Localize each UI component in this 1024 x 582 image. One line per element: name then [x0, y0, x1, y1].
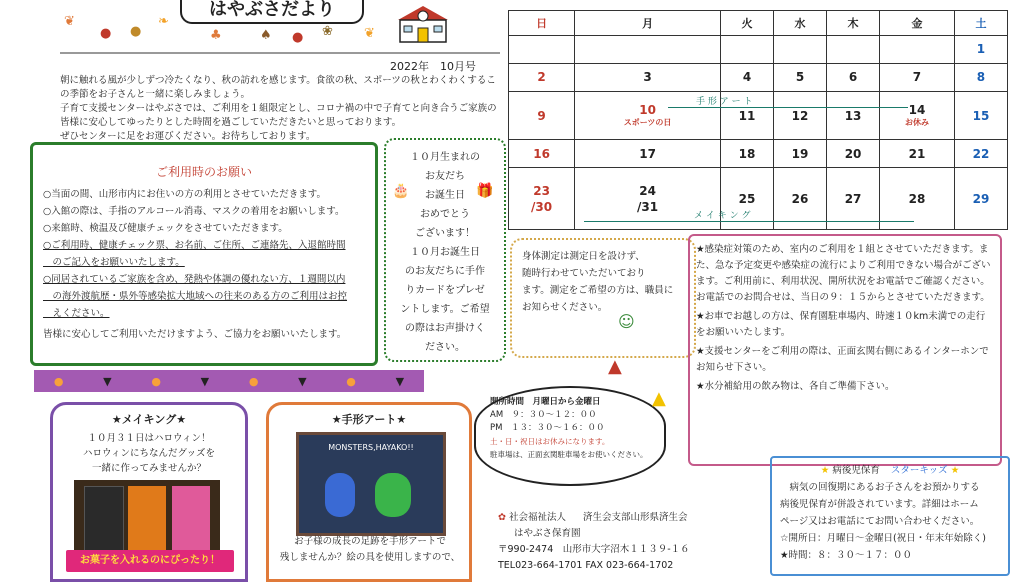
- making-label: メ イ キ ン グ: [694, 211, 751, 221]
- calendar-day: 23 /30: [509, 168, 575, 230]
- birthday-line: １０月お誕生日: [410, 247, 480, 258]
- birthday-line: の際はお声掛けく: [405, 323, 485, 334]
- calendar-day: 12: [774, 91, 827, 140]
- calendar-day: [721, 36, 774, 64]
- org-logo-icon: ✿: [498, 512, 506, 523]
- day-number: 10: [639, 103, 656, 118]
- org-address: 〒990-2474 山形市大字沼木１１３９-１６: [498, 544, 690, 555]
- pumpkin-icon: ●: [346, 374, 356, 388]
- pumpkin-icon: ●: [248, 374, 259, 388]
- calendar-day: 18: [721, 140, 774, 168]
- sick-title-row: [780, 462, 1000, 479]
- calendar-day: 1: [954, 36, 1007, 64]
- calendar-day: 11: [721, 91, 774, 140]
- photo-caption: MONSTERS,HAYAKO!!: [328, 443, 414, 452]
- calendar-week: [509, 63, 1008, 91]
- rules-list: [43, 186, 365, 322]
- calendar-day: 17: [575, 140, 721, 168]
- acorn-icon: ●: [292, 30, 304, 45]
- bag-image: [84, 486, 124, 552]
- rule-item: ○当面の間、山形市内にお住いの方の利用とさせていただきます。: [43, 189, 327, 200]
- issue-date: 2022年 10月号: [390, 60, 476, 73]
- birthday-line: ございます！: [415, 228, 475, 239]
- calendar-day: 21: [880, 140, 955, 168]
- art-line: 残しませんか？絵の具を使用しますので、: [279, 552, 461, 563]
- measurement-box: [510, 238, 696, 358]
- holiday-label: スポーツの日: [623, 118, 672, 128]
- birthday-line: ントします。ご希望: [400, 304, 490, 315]
- sick-line: 病気の回復期にあるお子さんをお預かりする: [780, 482, 980, 493]
- weekday-fri: 金: [880, 11, 955, 36]
- bag-image: [172, 486, 210, 550]
- calendar-day: 22: [954, 140, 1007, 168]
- calendar-day: 19: [774, 140, 827, 168]
- calendar-day: [509, 36, 575, 64]
- birthday-line: りカードをプレゼ: [405, 285, 485, 296]
- making-title: ★メイキング★: [111, 413, 187, 426]
- calendar-day: 27: [827, 168, 880, 230]
- organization-info: [498, 510, 758, 576]
- intro-line: 皆様に安心してゆったりとした時間を過ごしていただきたいと思っております。: [60, 117, 402, 128]
- rule-item: の海外渡航歴・県外等感染拡大地域への往来のある方のご利用はお控: [43, 291, 348, 302]
- sick-label: 病後児保育: [832, 465, 880, 476]
- calendar-day: 3: [575, 63, 721, 91]
- making-ribbon: お菓子を入れるのにぴったり！: [66, 550, 234, 572]
- birthday-box: [384, 138, 506, 362]
- notice-item: ★水分補給用の飲み物は、各自ご準備下さい。: [696, 381, 895, 392]
- measure-line: 身体測定は測定日を設けず、: [522, 251, 645, 262]
- cake-icon: 🎂: [392, 183, 410, 199]
- leaf-icon: ❦: [364, 26, 375, 41]
- hours-pm: PM １３：３０～１６：００: [490, 423, 605, 433]
- art-title: ★手形アート★: [331, 413, 407, 426]
- measure-line: 随時行わせていただいており: [522, 268, 646, 279]
- calendar-day: 28: [880, 168, 955, 230]
- notice-item: ★感染症対策のため、室内のご利用を１組とさせていただきます。また、急な予定変更や感染症の流行によりご利用できない場合がございます。ご利用前に、利用状況、開所状況をお電話でご確認ください。お電話でのお問合せは、当日の９：１５からとさせていただきます。: [696, 244, 991, 303]
- weekday-wed: 水: [774, 11, 827, 36]
- making-line: １０月３１日はハロウィン！: [87, 433, 211, 444]
- opening-hours-cloud: [474, 386, 666, 486]
- calendar-day: 13: [827, 91, 880, 140]
- birthday-line: ださい。: [425, 342, 465, 353]
- hours-title: 開所時間 月曜日から金曜日: [490, 397, 601, 407]
- usage-rules-box: [30, 142, 378, 366]
- notice-item: ★支援センターをご利用の際は、正面玄関右側にあるインターホンでお知らせ下さい。: [696, 346, 989, 373]
- intro-text: [60, 74, 510, 144]
- hours-note: 土・日・祝日はお休みになります。: [490, 437, 610, 446]
- handprint-image: [375, 473, 411, 517]
- calendar: [508, 10, 1008, 230]
- calendar-day: 15: [954, 91, 1007, 140]
- bat-icon: ▼: [298, 374, 307, 388]
- sick-line: ☆開所日：月曜日～金曜日(祝日・年末年始除く): [780, 533, 986, 544]
- making-text: [53, 431, 245, 476]
- calendar-day: 9: [509, 91, 575, 140]
- intro-line: 子育て支援センターはやぶさでは、ご利用を１組限定とし、コロナ禍の中で子育てと向き合うご家族の: [60, 103, 497, 114]
- rule-item: のご記入をお願いいたします。: [43, 257, 185, 268]
- sick-line: 病後児保育が併設されています。詳細はホーム: [780, 499, 979, 510]
- weekday-sat: 土: [954, 11, 1007, 36]
- art-text: [272, 534, 468, 566]
- measure-line: ます。測定をご希望の方は、職員に: [522, 285, 674, 296]
- making-line: 一緒に作ってみませんか？: [91, 463, 206, 474]
- birthday-line: お誕生日: [425, 190, 465, 201]
- org-tel: TEL023-664-1701 FAX 023-664-1702: [498, 560, 674, 571]
- star-icon: ★: [820, 465, 830, 476]
- org-nursery: はやぶさ保育園: [514, 528, 581, 539]
- calendar-table: [508, 10, 1008, 230]
- sick-child-care-box: [770, 456, 1010, 576]
- pumpkin-icon: ●: [151, 374, 161, 388]
- school-icon: [392, 2, 454, 44]
- calendar-day: 7: [880, 63, 955, 91]
- bat-icon: ▼: [395, 374, 405, 388]
- sick-line: ★時間：８：３０～１７：００: [780, 550, 913, 561]
- calendar-day: 29: [954, 168, 1007, 230]
- leaf-icon: ❦: [64, 14, 75, 29]
- calendar-day: 8: [954, 63, 1007, 91]
- intro-line: ぜひセンターに足をお運びください。お待ちしております。: [60, 131, 316, 142]
- character-icon: ▲: [608, 356, 622, 377]
- halloween-strip: [34, 370, 424, 392]
- handprint-image: [325, 473, 355, 517]
- character-icon: ▲: [652, 388, 666, 409]
- rule-item: えください。: [43, 308, 110, 319]
- pumpkin-icon: ●: [53, 374, 64, 388]
- making-line: ハロウィンにちなんだグッズを: [83, 448, 215, 459]
- rule-item: ○ご利用時、健康チェック票、お名前、ご住所、ご連絡先、入退館時間: [43, 240, 346, 251]
- leaf-icon: ❧: [158, 14, 169, 29]
- calendar-day: 24 /31: [575, 168, 721, 230]
- hours-am: AM ９：３０～１２：００: [490, 410, 597, 420]
- mushroom-icon: ♠: [260, 28, 272, 43]
- weekday-tue: 火: [721, 11, 774, 36]
- sick-line: ページ又はお電話にてお問い合わせください。: [780, 516, 980, 527]
- closed-label: お休み: [904, 118, 929, 128]
- org-name: 社会福祉法人: [509, 512, 567, 523]
- calendar-day: 20: [827, 140, 880, 168]
- rules-title: ご利用時のお願い: [155, 165, 252, 179]
- bag-image: [128, 486, 166, 550]
- art-line: お子様の成長の足跡を手形アートで: [294, 536, 446, 547]
- page-title: はやぶさだより: [180, 0, 364, 24]
- calendar-day: [575, 36, 721, 64]
- calendar-day: 4: [721, 63, 774, 91]
- mushroom-icon: ♣: [210, 28, 222, 43]
- bat-icon: ▼: [103, 374, 112, 388]
- org-name-line: [498, 510, 758, 526]
- acorn-icon: ●: [100, 26, 112, 41]
- birthday-line: お友だち: [425, 171, 465, 182]
- calendar-day: [774, 36, 827, 64]
- rule-item: ○入館の際は、手指のアルコール消毒、マスクの着用をお願いします。: [43, 206, 345, 217]
- calendar-day: 16: [509, 140, 575, 168]
- squirrel-icon: ❀: [322, 24, 333, 39]
- day-number: 14: [908, 103, 926, 118]
- sick-name: スターキッズ: [890, 465, 948, 476]
- birthday-line: のお友だちに手作: [405, 266, 485, 277]
- calendar-day: 26: [774, 168, 827, 230]
- calendar-header-row: [509, 11, 1008, 36]
- rule-item: ○来館時、検温及び健康チェックをさせていただきます。: [43, 223, 288, 234]
- making-arrow: [584, 208, 914, 222]
- handprint-art-photo: [296, 432, 446, 536]
- present-icon: 🎁: [476, 183, 494, 199]
- weekday-thu: 木: [827, 11, 880, 36]
- calendar-day: 6: [827, 63, 880, 91]
- weekday-sun: 日: [509, 11, 575, 36]
- calendar-day: 2: [509, 63, 575, 91]
- rules-footer: 皆様に安心してご利用いただけますよう、ご協力をお願いいたします。: [43, 329, 347, 340]
- calendar-day: 25: [721, 168, 774, 230]
- calendar-day: [880, 36, 955, 64]
- birthday-line: おめでとう: [420, 209, 470, 220]
- acorn-icon: ●: [130, 24, 142, 39]
- tegata-art-label: 手 形 ア ー ト: [696, 97, 753, 107]
- calendar-week: [509, 140, 1008, 168]
- org-branch: 済生会支部山形県済生会: [583, 512, 688, 523]
- halloween-bags-photo: [74, 480, 220, 558]
- calendar-day: [827, 36, 880, 64]
- measure-line: お知らせください。: [522, 302, 608, 313]
- intro-line: 朝に触れる風が少しずつ冷たくなり、秋の訪れを感じます。食欲の秋、スポーツの秋とわくわくするこ: [60, 75, 496, 86]
- rule-item: ○同居されているご家族を含め、発熱や体調の優れない方、１週間以内: [43, 274, 346, 285]
- notice-item: ★お車でお越しの方は、保育園駐車場内、時速１０km未満での走行をお願いいたします。: [696, 311, 986, 338]
- character-icon: ☺: [618, 312, 635, 331]
- weekday-mon: 月: [575, 11, 721, 36]
- notice-box: [688, 234, 1002, 466]
- tegata-art-arrow: [668, 94, 908, 108]
- birthday-line: １０月生まれの: [410, 152, 480, 163]
- bat-icon: ▼: [200, 374, 210, 388]
- calendar-week: [509, 36, 1008, 64]
- hours-note: 駐車場は、正面玄関駐車場をお使いください。: [490, 450, 648, 459]
- intro-line: の季節をお子さんと一緒に楽しみましょう。: [60, 89, 251, 100]
- calendar-day: 5: [774, 63, 827, 91]
- star-icon: ★: [950, 465, 960, 476]
